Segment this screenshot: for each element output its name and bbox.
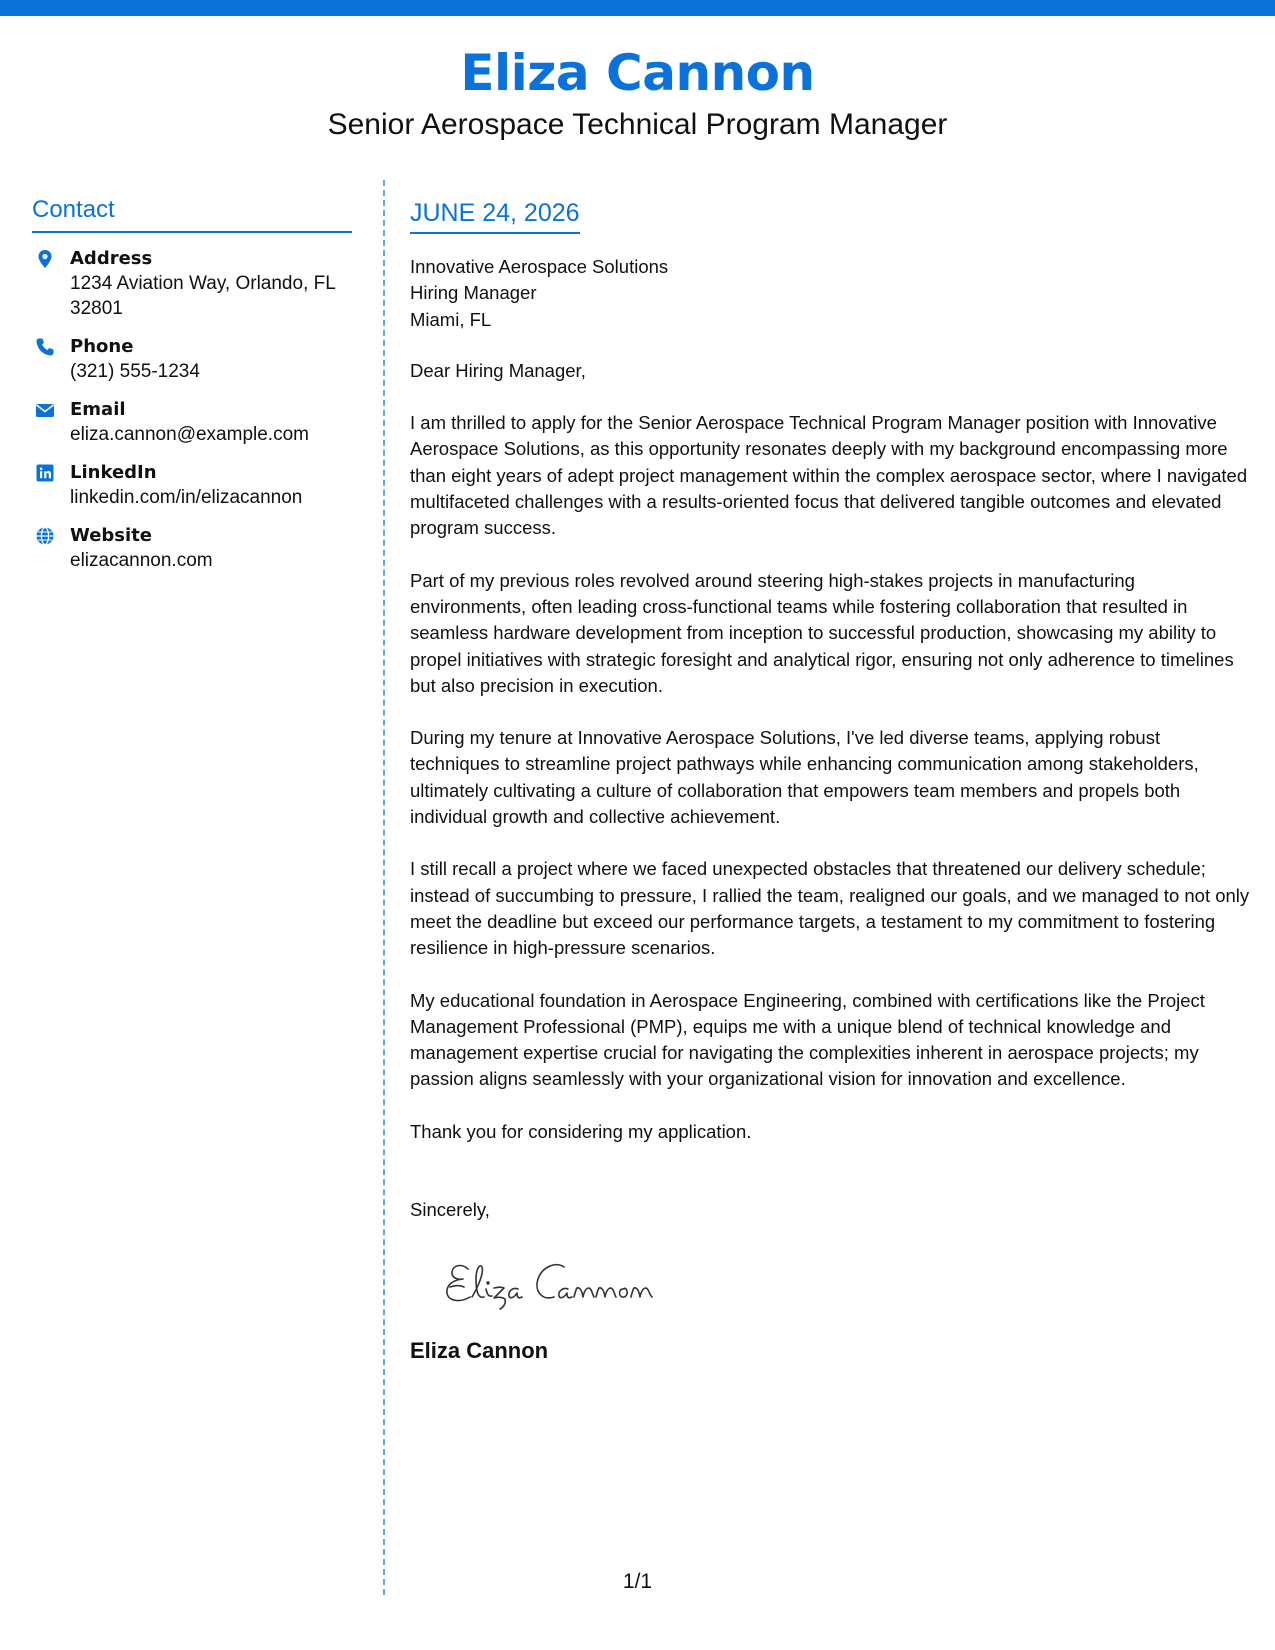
- contact-item-website: [32, 524, 352, 573]
- column-divider: [383, 180, 385, 1595]
- contact-item-address: [32, 247, 352, 321]
- linkedin-icon: [35, 463, 55, 483]
- handwritten-signature: [438, 1247, 668, 1317]
- paragraph-5: My educational foundation in Aerospace Engineering, combined with certifications like the Project Management Professional (PMP), equips me with a unique blend of technical knowledge and management expertise crucial for navigating the complexities inherent in aerospace projects; my passion aligns seamlessly with your organizational vision for innovation and excellence.: [410, 989, 1205, 1090]
- contact-item-linkedin: [32, 461, 352, 510]
- letter-date: JUNE 24, 2026: [410, 196, 580, 234]
- globe-icon: [35, 526, 55, 546]
- applicant-name: Eliza Cannon: [460, 44, 815, 102]
- contact-value-email[interactable]: eliza.cannon@example.com: [70, 424, 309, 445]
- contact-sidebar: [32, 195, 352, 573]
- contact-item-phone: [32, 335, 352, 384]
- map-pin-icon: [35, 249, 55, 269]
- contact-heading: Contact: [32, 195, 352, 233]
- applicant-title: Senior Aerospace Technical Program Manager: [327, 108, 948, 141]
- contact-value-address: 1234 Aviation Way, Orlando, FL 32801: [70, 273, 336, 319]
- contact-label-linkedin: LinkedIn: [70, 462, 157, 483]
- closing: Sincerely,: [410, 1199, 490, 1221]
- signature-text: Eliza Cannon: [438, 1247, 444, 1249]
- contact-value-website[interactable]: elizacannon.com: [70, 550, 213, 571]
- paragraph-thanks: Thank you for considering my application.: [410, 1120, 752, 1142]
- contact-label-phone: Phone: [70, 336, 134, 357]
- contact-label-address: Address: [70, 248, 153, 269]
- top-accent-bar: [0, 0, 1275, 16]
- paragraph-4: I still recall a project where we faced unexpected obstacles that threatened our delivery schedule; instead of succumbing to pressure, I rallied the team, realigned our goals, and we managed to not only meet the deadline but exceed our performance targets, a testament to my commitment to fostering resilience in high-pressure scenarios.: [410, 858, 1250, 959]
- phone-icon: [35, 337, 55, 357]
- signer-name: Eliza Cannon: [410, 1338, 549, 1364]
- recipient-company: Innovative Aerospace Solutions: [410, 256, 669, 277]
- contact-label-website: Website: [70, 525, 153, 546]
- contact-value-linkedin[interactable]: linkedin.com/in/elizacannon: [70, 487, 303, 508]
- letter-header: [0, 40, 1275, 142]
- paragraph-2: Part of my previous roles revolved around steering high-stakes projects in manufacturing environments, often leading cross-functional teams while fostering collaboration that resulted in seamless hardware development from inception to successful production, showcasing my ability to propel initiatives with strategic foresight and analytical rigor, ensuring not only adherence to timelines but also precision in execution.: [410, 569, 1234, 696]
- recipient-location: Miami, FL: [410, 308, 492, 330]
- envelope-icon: [35, 400, 55, 420]
- page-number: 1/1: [622, 1570, 653, 1593]
- letter-body: [410, 196, 1250, 1366]
- paragraph-3: During my tenure at Innovative Aerospace Solutions, I've led diverse teams, applying robust techniques to streamline project pathways while enhancing communication among stakeholders, ultimately cultivating a culture of collaboration that empowers team members and propels both individual growth and collective achievement.: [410, 727, 1199, 828]
- paragraph-1: I am thrilled to apply for the Senior Aerospace Technical Program Manager position with Innovative Aerospace Solutions, as this opportunity resonates deeply with my background encompassing more than eight years of adept project management within the complex aerospace sector, where I navigated multifaceted challenges with a results-oriented focus that delivered tangible outcomes and elevated program success.: [410, 412, 1248, 539]
- salutation: Dear Hiring Manager,: [410, 359, 586, 381]
- contact-item-email: [32, 398, 352, 447]
- contact-value-phone: (321) 555-1234: [70, 361, 200, 382]
- recipient-block: [410, 254, 1250, 333]
- recipient-role: Hiring Manager: [410, 282, 537, 304]
- contact-label-email: Email: [70, 399, 126, 420]
